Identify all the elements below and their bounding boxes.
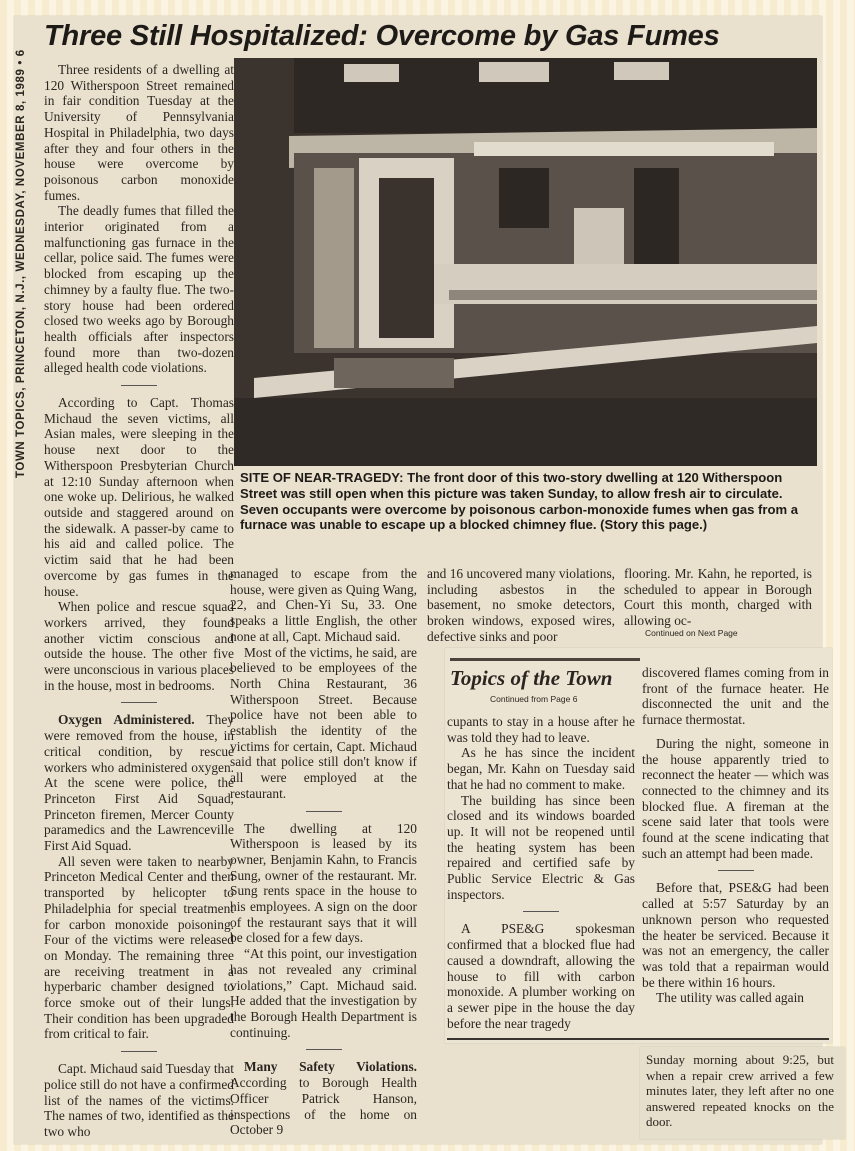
paragraph: “At this point, our investigation has not revealed any criminal violations,” Capt. Michaud said. He added that the investigation by the Borough Health Department is continuing. — [230, 946, 417, 1040]
divider — [121, 702, 157, 703]
paragraph: When police and rescue squad workers arrived, they found another victim conscious and outside the house. The other five were unconscious in various places in the house, most in bedrooms. — [44, 599, 234, 693]
column-3 — [427, 566, 615, 645]
paragraph: All seven were taken to nearby Princeton Medical Center and then transported by helicopter to Philadelphia for special treatment for carbon monoxide poisoning. Four of the victims were released on Monday. The remaining three are receiving treatment in a hyperbaric chamber designed to force smoke out of their lungs. Their condition has been upgraded from critical to fair. — [44, 853, 234, 1042]
divider — [718, 870, 754, 871]
divider — [121, 385, 157, 386]
paragraph: The utility was called again — [656, 990, 804, 1006]
headline: Three Still Hospitalized: Overcome by Gas Fumes — [44, 20, 720, 52]
paragraph: The dwelling at 120 Witherspoon is leased by its owner, Benjamin Kahn, to Francis Sung, owner of the restaurant. Mr. Sung rents space in the house to his employees. A sign on the door of the restaurant says that it will be closed for a few days. — [230, 820, 417, 946]
paragraph: As he has since the incident began, Mr. Kahn on Tuesday said that he had no comment to make. — [447, 745, 635, 792]
paragraph: Many Safety Violations. According to Borough Health Officer Patrick Hanson, inspections of the home on October 9 — [230, 1059, 417, 1138]
paragraph: managed to escape from the house, were given as Quing Wang, 22, and Chen-Yi Su, 33. One speaks a little English, the other none at all, Capt. Michaud said. — [230, 566, 417, 644]
bottom-rule — [447, 1038, 829, 1040]
house-photo — [234, 58, 817, 466]
paragraph: Three residents of a dwelling at 120 Witherspoon Street remained in fair condition Tuesday at the University of Pennsylvania Hospital in Philadelphia, two days after they and four others in the house were overcome by poisonous carbon monoxide fumes. — [44, 62, 234, 203]
subhead: Many Safety Violations. — [244, 1059, 417, 1075]
column-4 — [624, 566, 812, 629]
topics-rule — [450, 658, 640, 661]
paragraph: Sunday morning about 9:25, but when a repair crew arrived a few minutes later, they left after no one answered repeated knocks on the door. — [646, 1052, 834, 1130]
topics-continued: Continued from Page 6 — [490, 694, 578, 704]
paragraph: The building has since been closed and its windows boarded up. It will not be reopened until the heating system has been repaired and certified safe by Public Service Electric & Gas inspectors. — [447, 792, 635, 902]
paragraph: Capt. Michaud said Tuesday that police still do not have a confirmed list of the names of the victims. The names of two, identified as the two who — [44, 1061, 234, 1139]
topics-column-left — [447, 714, 635, 1031]
divider — [121, 1051, 157, 1052]
divider — [523, 911, 559, 912]
paragraph: The deadly fumes that filled the interior originated from a malfunctioning gas furnace in the cellar, police said. The fumes were blocked from escaping up the chimney by a faulty flue. The two-story house had been ordered closed two weeks ago by Borough health officials after inspectors found more than two-dozen alleged health code violations. — [44, 203, 234, 376]
paragraph: flooring. Mr. Kahn, he reported, is scheduled to appear in Borough Court this month, charged with allowing oc- — [624, 566, 812, 629]
paragraph: Oxygen Administered. They were removed from the house, in critical condition, by rescue workers who administered oxygen. At the scene were police, the Princeton First Aid Squad, Princeton firemen, Mercer County paramedics and the Lawrenceville First Aid Squad. — [44, 712, 234, 854]
paragraph: and 16 uncovered many violations, including asbestos in the basement, no smoke detectors, broken windows, exposed wires, defective sinks and poor — [427, 566, 615, 644]
divider — [306, 1049, 342, 1050]
divider — [306, 811, 342, 812]
topics-title: Topics of the Town — [450, 666, 613, 690]
paragraph: During the night, someone in the house apparently tried to reconnect the heater — which was connected to the chimney and its blocked flue. A fireman at the scene said later that tools were found at the scene indicating that such an attempt had been made. — [642, 735, 829, 861]
continued-note: Continued on Next Page — [645, 628, 738, 638]
photo-caption: SITE OF NEAR-TRAGEDY: The front door of this two-story dwelling at 120 Witherspoon Street was still open when this picture was taken Sunday, to allow fresh air to circulate. Seven occupants were overcome by poisonous carbon-monoxide fumes when gas from a furnace was unable to escape up a blocked chimney flue. (Story this page.) — [240, 470, 799, 533]
continuation-column — [646, 1052, 834, 1130]
subhead: Oxygen Administered. — [58, 712, 195, 728]
column-2 — [230, 566, 417, 1138]
topics-column-right — [642, 665, 829, 1006]
paragraph: Most of the victims, he said, are believed to be employees of the North China Restaurant, 36 Witherspoon Street. Because police have not been able to establish the identity of the victims for certain, Capt. Michaud said that police still don't know if all were employed at the restaurant. — [230, 644, 417, 801]
paragraph: A PSE&G spokesman confirmed that a blocked flue had caused a downdraft, allowing the house to fill with carbon monoxide. A plumber working on a sewer pipe in the house the day before the near tragedy — [447, 921, 635, 1031]
paragraph: Before that, PSE&G had been called at 5:57 Saturday by an unknown person who requested the heater be serviced. Because it was not an emergency, the caller was told that a repairman would be there within 16 hours. — [642, 880, 829, 990]
paragraph: According to Capt. Thomas Michaud the seven victims, all Asian males, were sleeping in the house next door to the Witherspoon Presbyterian Church at 12:10 Sunday afternoon when one woke up. Delirious, he walked outside and staggered around on the sidewalk. A passer-by came to his aid and called police. The victim said that he had been overcome by gas fumes in the house. — [44, 395, 234, 599]
paragraph: discovered flames coming from in front of the furnace heater. He disconnected the unit and the furnace thermostat. — [642, 665, 829, 728]
paragraph: cupants to stay in a house after he was told they had to leave. — [447, 714, 635, 745]
publication-sidebar: TOWN TOPICS, PRINCETON, N.J., WEDNESDAY, NOVEMBER 8, 1989 • 6 — [15, 49, 27, 478]
column-1 — [44, 62, 234, 1140]
